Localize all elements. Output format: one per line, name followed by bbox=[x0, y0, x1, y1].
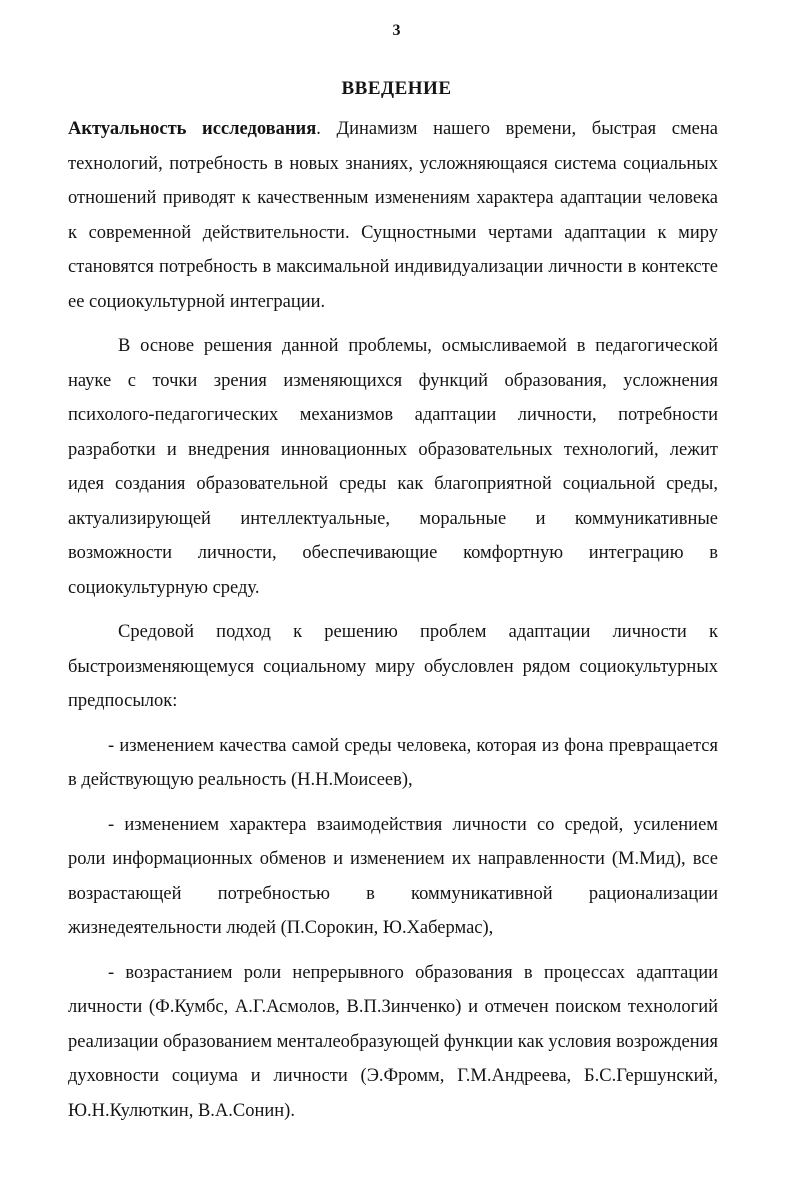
paragraph-approach: Средовой подход к решению проблем адаптации личности к быстроизменяющемуся социальному миру обусловлен рядом социокультурных предпосылок: bbox=[68, 622, 718, 711]
list-item: - изменением характера взаимодействия личности со средой, усилением роли информационных обменов и изменением их направленности (М.Мид), все возрастающей потребностью в коммуникативной рационализации жизнедеятельности людей (П.Сорокин, Ю.Хабермас), bbox=[68, 814, 718, 938]
paragraph-lead: Актуальность исследования bbox=[68, 119, 317, 139]
paragraph-text: . Динамизм нашего времени, быстрая смена технологий, потребность в новых знаниях, усложняющаяся система социальных отношений приводят к качественным изменениям характера адаптации человека к современной действительности. Сущностными чертами адаптации к миру становятся потребность в максимальной индивидуализации личности в контексте ее социокультурной интеграции. bbox=[68, 119, 718, 312]
paragraph-problem: В основе решения данной проблемы, осмысливаемой в педагогической науке с точки зрения изменяющихся функций образования, усложнения психолого-педагогических механизмов адаптации личности, потребности разработки и внедрения инновационных образовательных технологий, лежит идея создания образовательной среды как благоприятной социальной среды, актуализирующей интеллектуальные, моральные и коммуникативные возможности личности, обеспечивающие комфортную интеграцию в социокультурную среду. bbox=[68, 336, 718, 598]
paragraph-relevance bbox=[68, 112, 718, 319]
page-number: 3 bbox=[392, 22, 401, 39]
list-item: - изменением качества самой среды человека, которая из фона превращается в действующую реальность (Н.Н.Моисеев), bbox=[68, 735, 718, 790]
body-text bbox=[68, 112, 718, 1128]
list-item: - возрастанием роли непрерывного образования в процессах адаптации личности (Ф.Кумбс, А.Г.Асмолов, В.П.Зинченко) и отмечен поиском технологий реализации образованием менталеобразующей функции как условия возрождения духовности социума и личности (Э.Фромм, Г.М.Андреева, Б.С.Гершунский, Ю.Н.Кулюткин, В.А.Сонин). bbox=[68, 962, 718, 1121]
section-heading: ВВЕДЕНИЕ bbox=[341, 78, 452, 99]
